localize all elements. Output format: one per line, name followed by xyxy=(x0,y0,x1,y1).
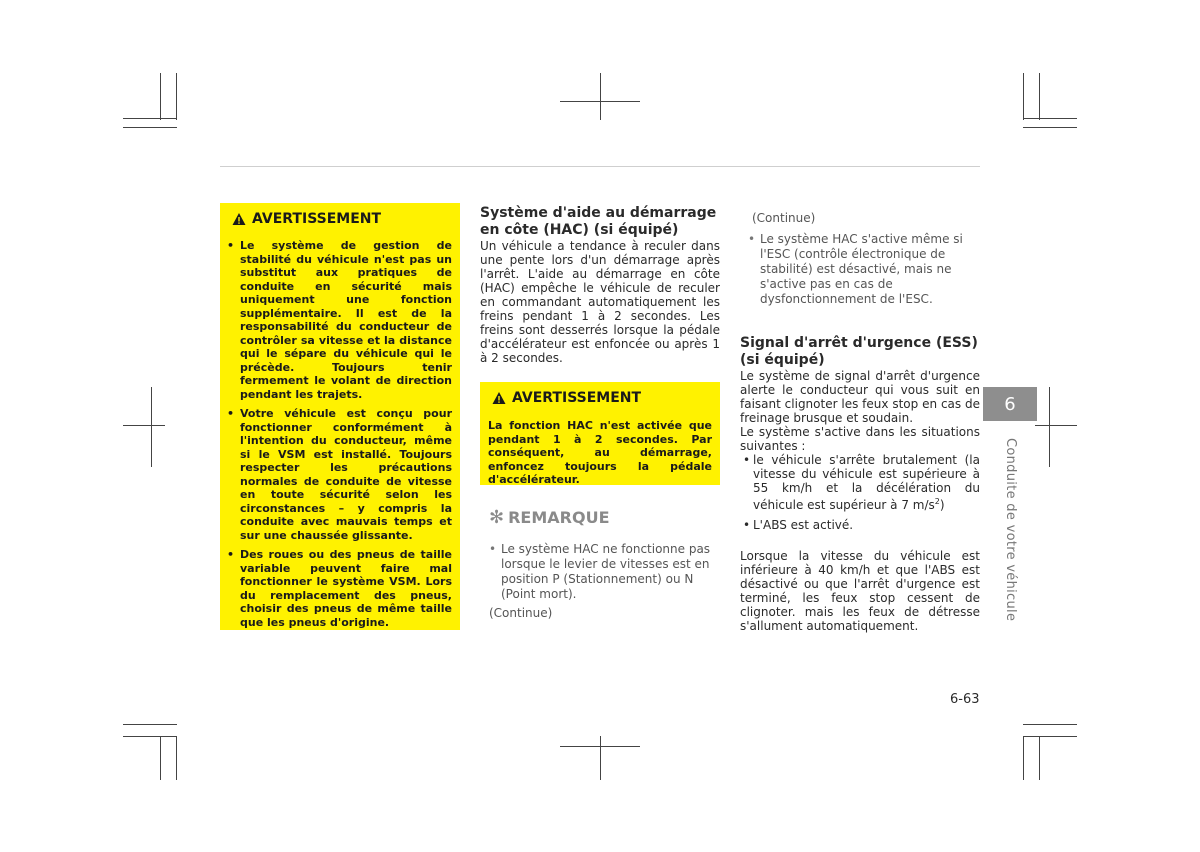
crop-mark xyxy=(176,736,177,780)
chapter-title: Conduite de votre véhicule xyxy=(1003,438,1018,622)
ess-item: • L'ABS est activé. xyxy=(740,518,980,532)
column-continuation xyxy=(748,211,974,307)
ess-outro: Lorsque la vitesse du véhicule est inférieure à 40 km/h et que l'ABS est désactivé ou que l'arrêt d'urgence est terminé, les feux stop cessent de clignoter. mais les feux de détresse s'allument automatiquement. xyxy=(740,549,980,633)
crop-mark xyxy=(1023,736,1077,737)
remarque-list xyxy=(489,542,713,602)
header-rule xyxy=(220,166,980,167)
crop-mark xyxy=(1023,127,1077,128)
asterisk-icon: ✻ xyxy=(489,507,505,528)
crop-mark xyxy=(1039,736,1040,780)
crop-mark xyxy=(176,73,177,120)
warning-triangle-icon xyxy=(492,391,506,405)
ess-list xyxy=(740,453,980,532)
crop-mark xyxy=(600,736,601,780)
crop-mark xyxy=(151,387,152,467)
warning-title: AVERTISSEMENT xyxy=(492,390,712,406)
warning-title: AVERTISSEMENT xyxy=(232,211,452,227)
section-body-hac: Un véhicule a tendance à reculer dans une pente lors d'un démarrage après l'arrêt. L'aide au démarrage en côte (HAC) empêche le véhicule de reculer en commandant automatiquement les freins pendant 1 à 2 secondes. Les freins sont desserrés lorsque la pédale d'accélérateur est enfoncée ou après 1 à 2 secondes. xyxy=(480,239,720,365)
crop-mark xyxy=(1039,73,1040,120)
crop-mark xyxy=(1049,387,1050,467)
warning-item: • Le système de gestion de stabilité du véhicule n'est pas un substitut aux pratiques de conduite en sécurité mais uniquement une fonction supplémentaire. Il est de la responsabilité du conducteur de contrôler sa vitesse et la distance qui le sépare du véhicule qui le précède. Toujours tenir fermement le volant de direction pendant les trajets. xyxy=(227,239,452,401)
crop-mark xyxy=(123,736,177,737)
crop-mark xyxy=(1023,724,1077,725)
remarque-title: ✻ REMARQUE xyxy=(489,507,610,528)
remarque-item: • Le système HAC ne fonctionne pas lorsque le levier de vitesses est en position P (Stationnement) ou N (Point mort). xyxy=(489,542,713,602)
warning-box-hac xyxy=(480,382,720,485)
page-number: 6-63 xyxy=(950,692,980,707)
section-heading-hac: Système d'aide au démarrage en côte (HAC) (si équipé) xyxy=(480,205,717,238)
crop-mark xyxy=(123,127,177,128)
crop-mark xyxy=(1035,425,1077,426)
column-ess xyxy=(740,335,980,633)
section-heading-ess: Signal d'arrêt d'urgence (ESS) (si équipé) xyxy=(740,335,978,368)
warning-item: • Votre véhicule est conçu pour fonctionner conformément à l'intention du conducteur, même si le VSM est installé. Toujours respecter les précautions normales de conduite de vitesse en toute sécurité selon les circonstances – y compris la conduite avec mauvais temps et sur une chaussée glissante. xyxy=(227,407,452,542)
continuation-list xyxy=(748,232,974,307)
warning-list xyxy=(227,239,452,629)
crop-mark xyxy=(123,724,177,725)
warning-item: • Des roues ou des pneus de taille variable peuvent faire mal fonctionner le système VSM. Lors du remplacement des pneus, choisir des pneus de même taille que les pneus d'origine. xyxy=(227,548,452,629)
crop-mark xyxy=(160,736,161,780)
continuation-item: • Le système HAC s'active même si l'ESC (contrôle électronique de stabilité) est désactivé, mais ne s'active pas en cas de dysfonctionnement de l'ESC. xyxy=(748,232,974,307)
ess-intro: Le système de signal d'arrêt d'urgence alerte le conducteur qui vous suit en faisant clignoter les feux stop en cas de freinage brusque et soudain. xyxy=(740,369,980,425)
column-hac xyxy=(480,205,720,365)
continue-label: (Continue) xyxy=(489,606,553,620)
ess-item: • le véhicule s'arrête brutalement (la vitesse du véhicule est supérieure à 55 km/h et la décélération du véhicule est supérieur à 7 $m/s^2$) xyxy=(740,453,980,512)
remarque-block xyxy=(489,507,713,620)
crop-mark xyxy=(600,73,601,120)
warning-text: La fonction HAC n'est activée que pendant 1 à 2 secondes. Par conséquent, au démarrage, enfoncez toujours la pédale d'accélérateur. xyxy=(488,419,712,486)
warning-triangle-icon xyxy=(232,212,246,226)
chapter-tab: 6 xyxy=(983,387,1037,421)
crop-mark xyxy=(123,118,177,119)
ess-intro-2: Le système s'active dans les situations suivantes : xyxy=(740,425,980,453)
crop-mark xyxy=(1023,118,1077,119)
continue-label: (Continue) xyxy=(752,211,816,225)
crop-mark xyxy=(1023,736,1024,780)
warning-box-vsm xyxy=(220,203,460,630)
crop-mark xyxy=(123,425,165,426)
crop-mark xyxy=(1023,73,1024,120)
crop-mark xyxy=(160,73,161,120)
